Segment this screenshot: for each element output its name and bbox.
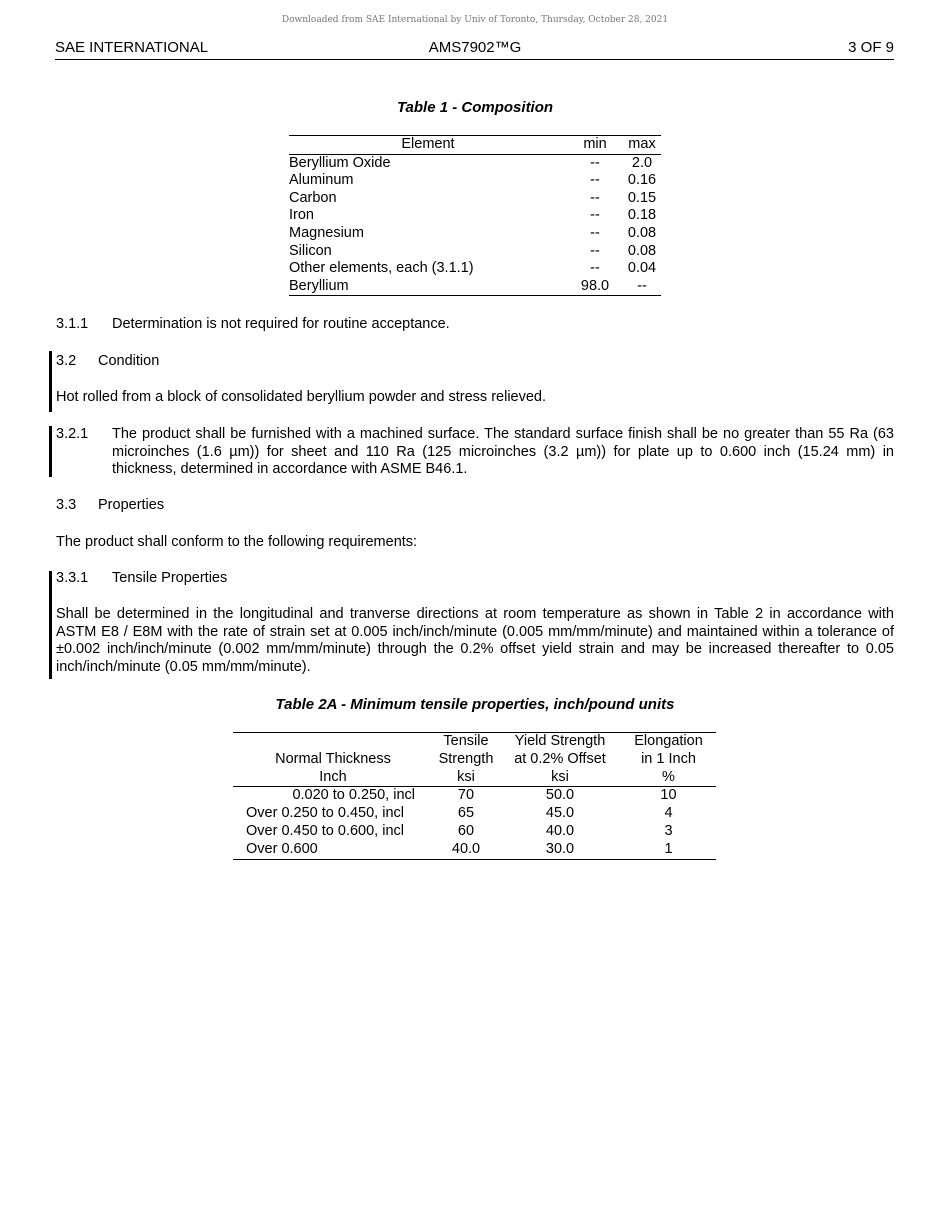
table-row [289, 243, 661, 261]
elongation-cell: 1 [664, 840, 673, 857]
table-row [289, 154, 661, 172]
min-cell: -- [590, 207, 600, 224]
max-cell: 0.08 [627, 224, 657, 241]
min-cell: 98.0 [580, 277, 610, 294]
column-header-element: Element [401, 136, 455, 152]
section-text: Determination is not required for routine acceptance. [112, 316, 450, 332]
section-3-2-body: Hot rolled from a block of consolidated beryllium powder and stress relieved. [56, 389, 547, 405]
elongation-cell: 10 [660, 787, 677, 804]
min-cell: -- [590, 260, 600, 277]
tensile-cell: 60 [457, 822, 475, 839]
section-3-2-1 [56, 426, 894, 479]
section-3-2-heading [56, 353, 894, 371]
section-text: The product shall be furnished with a machined surface. The standard surface finish shall be no greater than 55 Ra (63 microinches (1.6 µm)) for sheet and 110 Ra (125 microinches (3.2 µm)) for plate up to 0.600 inch (15.24 mm) in thickness, determined in accordance with ASME B46.1. [112, 426, 894, 478]
table-row [233, 805, 716, 823]
min-cell: -- [590, 189, 600, 206]
section-title: Tensile Properties [112, 570, 228, 586]
column-header-tensile: Tensile Strength ksi [438, 733, 494, 785]
max-cell: 0.04 [627, 260, 657, 277]
min-cell: -- [590, 242, 600, 259]
max-cell: 0.15 [627, 189, 657, 206]
table-row [289, 172, 661, 190]
min-cell: -- [590, 172, 600, 189]
max-cell: 2.0 [631, 154, 653, 171]
table-row [289, 225, 661, 243]
section-3-3-1-body: Shall be determined in the longitudinal and tranverse directions at room temperature as shown in Table 2 in accordance with ASTM E8 / E8M with the rate of strain set at 0.005 inch/inch/minute (0.005 mm/mm/minute) and maintained within a tolerance of ±0.002 inch/inch/minute (0.002 mm/mm/minute) through the 0.2% offset yield strain and may be increased thereafter to 0.05 inch/inch/minute (0.05 mm/mm/minute). [56, 606, 894, 675]
section-number: 3.1.1 [56, 316, 89, 332]
section-number: 3.2.1 [56, 426, 89, 442]
max-cell: 0.16 [627, 172, 657, 189]
section-number: 3.3.1 [56, 570, 89, 586]
element-cell: Beryllium Oxide [289, 154, 391, 171]
table-row [233, 823, 716, 841]
table2-caption: Table 2A - Minimum tensile properties, inch/pound units [275, 696, 675, 713]
element-cell: Carbon [289, 189, 337, 206]
section-number: 3.3 [56, 497, 77, 513]
table-row [289, 190, 661, 208]
column-header-min: min [583, 136, 607, 152]
header-rule [55, 59, 894, 60]
elongation-cell: 3 [664, 822, 673, 839]
element-cell: Iron [289, 207, 314, 224]
yield-cell: 45.0 [545, 805, 575, 822]
change-bar [49, 351, 52, 412]
download-note: Downloaded from SAE International by Univ of Toronto, Thursday, October 28, 2021 [281, 15, 669, 25]
thickness-cell: 0.020 to 0.250, incl [292, 787, 415, 804]
change-bar [49, 571, 52, 679]
element-cell: Silicon [289, 242, 332, 259]
table1-caption: Table 1 - Composition [396, 99, 554, 116]
table-row [289, 260, 661, 278]
composition-table [289, 135, 661, 296]
element-cell: Other elements, each (3.1.1) [289, 260, 474, 277]
table-row [233, 841, 716, 859]
max-cell: 0.18 [627, 207, 657, 224]
column-header-thickness: Normal Thickness Inch [275, 750, 391, 785]
thickness-cell: Over 0.250 to 0.450, incl [246, 805, 404, 822]
tensile-cell: 65 [457, 805, 475, 822]
section-title: Condition [98, 353, 160, 369]
element-cell: Beryllium [289, 277, 349, 294]
yield-cell: 30.0 [545, 840, 575, 857]
tensile-cell: 70 [457, 787, 475, 804]
table-row [289, 278, 661, 296]
table-row [233, 787, 716, 805]
tensile-properties-table [233, 732, 716, 860]
min-cell: -- [590, 154, 600, 171]
section-3-3-heading [56, 497, 894, 515]
column-header-max: max [628, 136, 656, 152]
section-3-1-1 [56, 316, 894, 334]
yield-cell: 40.0 [545, 822, 575, 839]
section-title: Properties [98, 497, 165, 513]
element-cell: Aluminum [289, 172, 354, 189]
max-cell: 0.08 [627, 242, 657, 259]
thickness-cell: Over 0.450 to 0.600, incl [246, 822, 404, 839]
table-row [289, 207, 661, 225]
yield-cell: 50.0 [545, 787, 575, 804]
element-cell: Magnesium [289, 224, 364, 241]
section-3-3-1-heading [56, 570, 894, 588]
column-header-elongation: Elongation in 1 Inch % [634, 733, 703, 785]
elongation-cell: 4 [664, 805, 673, 822]
section-number: 3.2 [56, 353, 77, 369]
max-cell: -- [637, 277, 647, 294]
section-3-3-body: The product shall conform to the following requirements: [56, 534, 418, 550]
thickness-cell: Over 0.600 [246, 840, 318, 857]
header-page-number: 3 OF 9 [848, 39, 894, 56]
header-publisher: SAE INTERNATIONAL [55, 39, 209, 56]
column-header-yield: Yield Strength at 0.2% Offset ksi [514, 733, 606, 785]
change-bar [49, 426, 52, 477]
min-cell: -- [590, 224, 600, 241]
tensile-cell: 40.0 [451, 840, 481, 857]
header-document-number: AMS7902™G [428, 39, 522, 56]
